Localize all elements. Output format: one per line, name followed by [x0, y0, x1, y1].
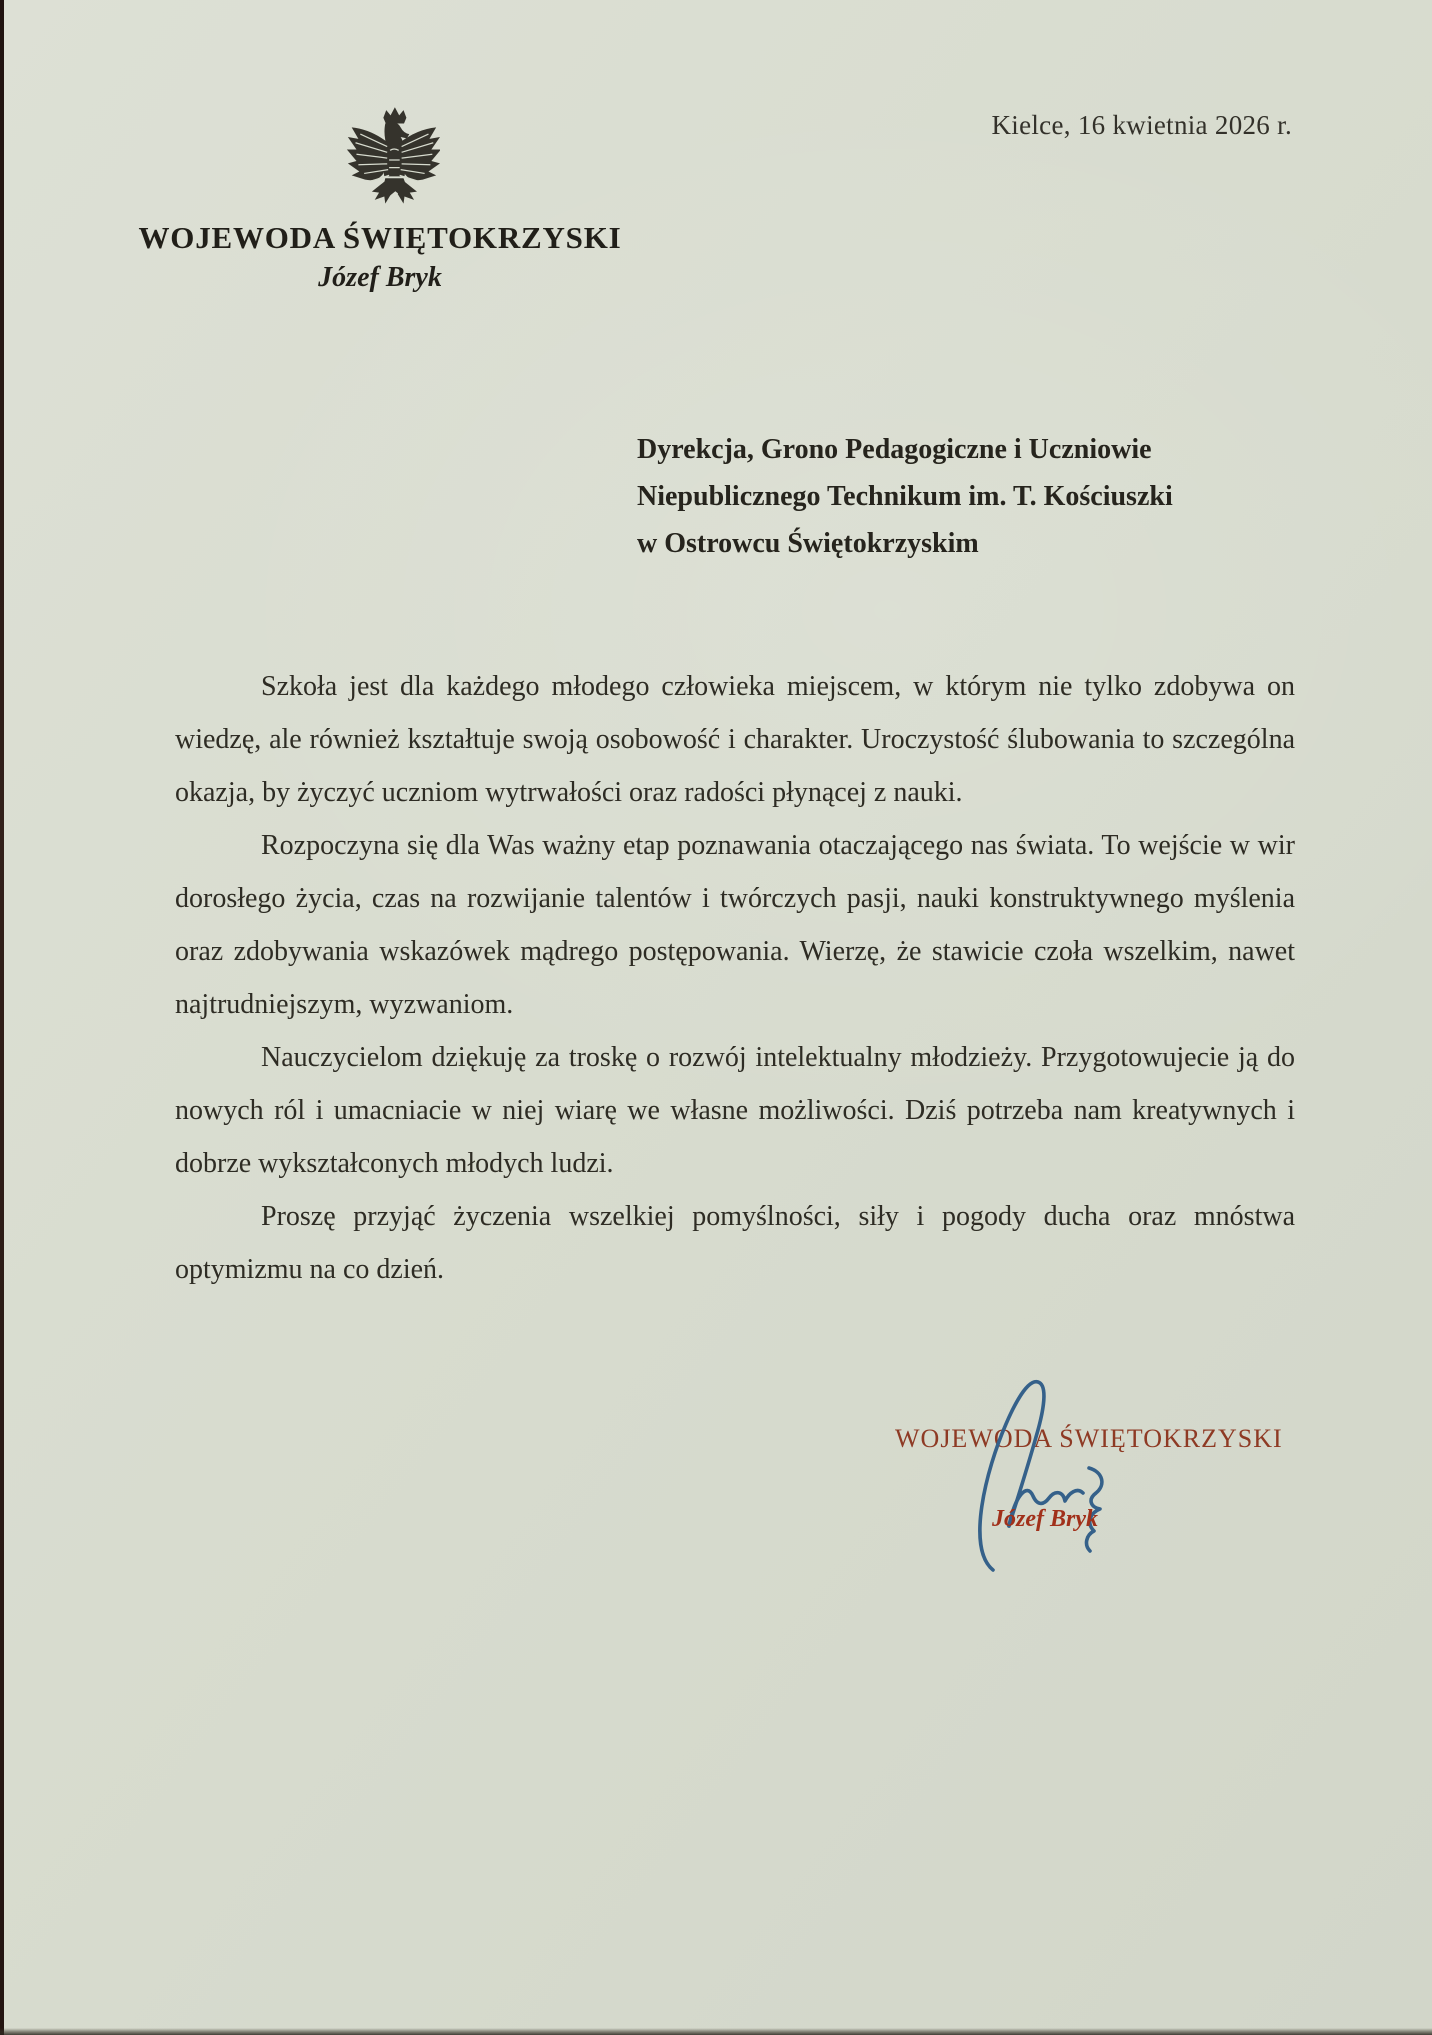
- photo-left-edge: [0, 0, 4, 2035]
- recipient-line: Niepublicznego Technikum im. T. Kościuszki: [637, 481, 1173, 512]
- signature-stamp-title: WOJEWODA ŚWIĘTOKRZYSKI: [895, 1424, 1283, 1453]
- office-holder-name: Józef Bryk: [318, 262, 442, 293]
- office-title: WOJEWODA ŚWIĘTOKRZYSKI: [138, 220, 622, 255]
- paragraph: Rozpoczyna się dla Was ważny etap poznawania otaczającego nas świata. To wejście w wir dorosłego życia, czas na rozwijanie talentów i twórczych pasji, nauki konstruktywnego myślenia oraz zdobywania wskazówek mądrego postępowania. Wierzę, że stawicie czoła wszelkim, nawet najtrudniejszym, wyzwaniom.: [175, 830, 1295, 1020]
- recipient-block: [637, 426, 1173, 567]
- paragraph: Nauczycielom dziękuję za troskę o rozwój intelektualny młodzieży. Przygotowujecie ją do nowych ról i umacniacie w niej wiarę we własne możliwości. Dziś potrzeba nam kreatywnych i dobrze wykształconych młodych ludzi.: [175, 1042, 1295, 1179]
- date-line: Kielce, 16 kwietnia 2026 r.: [991, 110, 1292, 140]
- paragraph: Proszę przyjąć życzenia wszelkiej pomyślności, siły i pogody ducha oraz mnóstwa optymizmu na co dzień.: [175, 1201, 1295, 1285]
- letterhead: [118, 220, 642, 294]
- recipient-line: w Ostrowcu Świętokrzyskim: [637, 528, 979, 559]
- handwritten-signature-icon: [936, 1374, 1150, 1574]
- paragraph: Szkoła jest dla każdego młodego człowieka miejscem, w którym nie tylko zdobywa on wiedzę, ale również kształtuje swoją osobowość i charakter. Uroczystość ślubowania to szczególna okazja, by życzyć uczniom wytrwałości oraz radości płynącej z nauki.: [175, 671, 1295, 808]
- letter-body: [175, 660, 1295, 1296]
- polish-eagle-icon: [344, 104, 440, 216]
- signature-block: [858, 1372, 1358, 1592]
- recipient-line: Dyrekcja, Grono Pedagogiczne i Uczniowie: [637, 434, 1152, 465]
- signature-stamp-name: Józef Bryk: [992, 1506, 1098, 1532]
- photo-bottom-edge: [0, 2028, 1432, 2035]
